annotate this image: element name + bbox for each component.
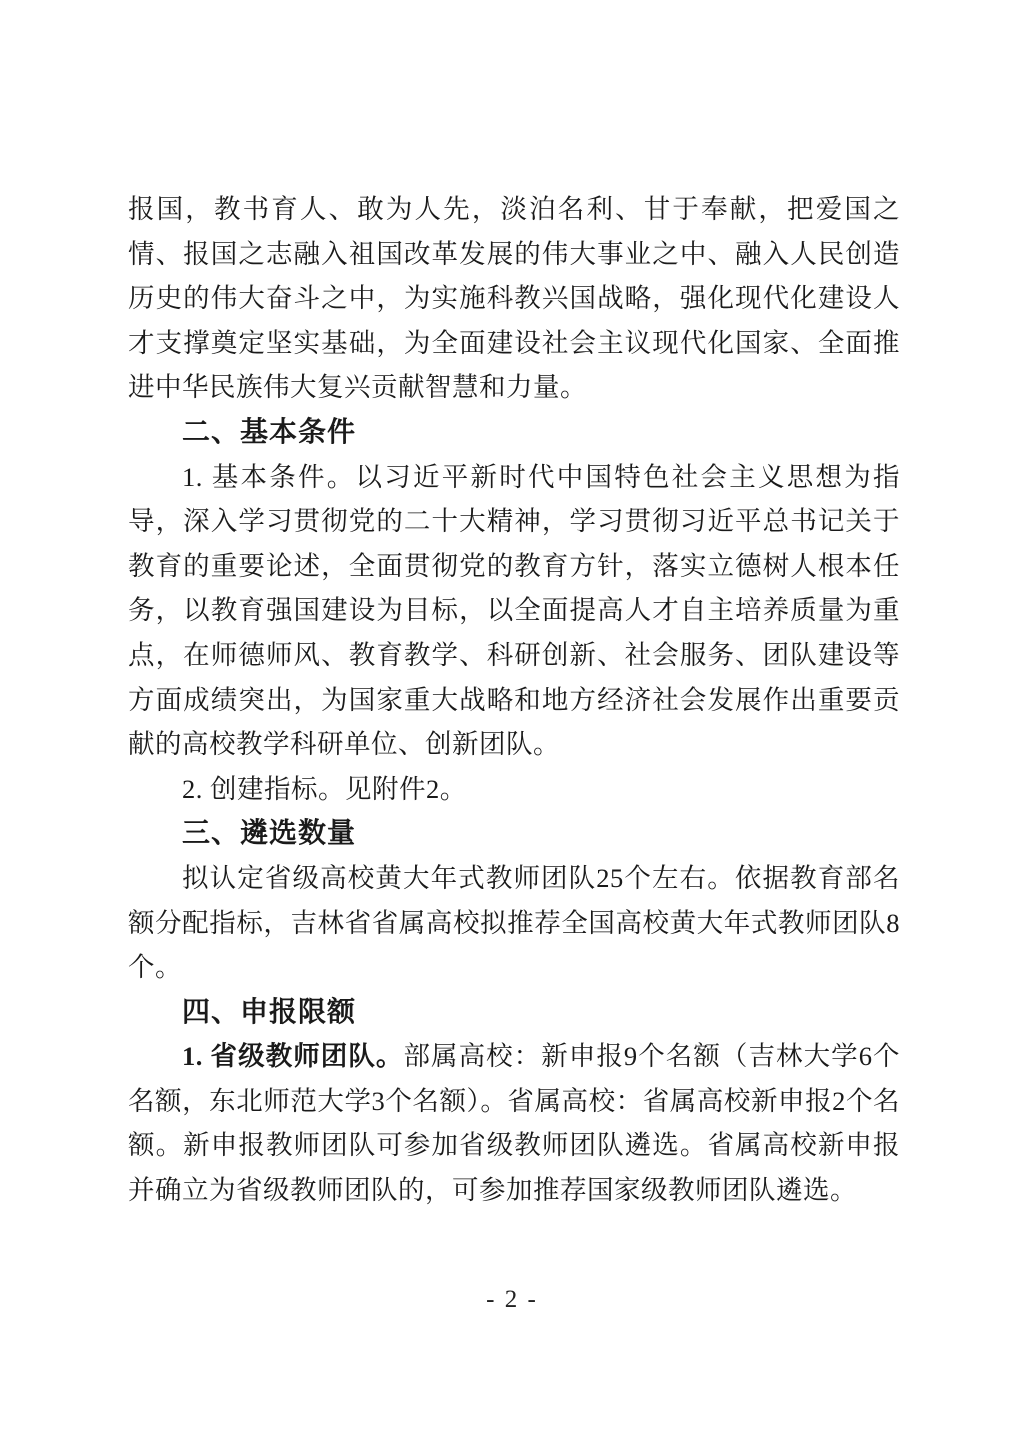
paragraph-basic-conditions: 1. 基本条件。以习近平新时代中国特色社会主义思想为指导，深入学习贯彻党的二十大精神，学习贯彻习近平总书记关于教育的重要论述，全面贯彻党的教育方针，落实立德树人根本任务，以教育强国建设为目标，以全面提高人才自主培养质量为重点，在师德师风、教育教学、科研创新、社会服务、团队建设等方面成绩突出，为国家重大战略和地方经济社会发展作出重要贡献的高校教学科研单位、创新团队。 — [128, 461, 900, 760]
section-heading-basic-conditions: 二、基本条件 — [182, 415, 357, 447]
paragraph-provincial-teams-lead: 1. 省级教师团队。 — [182, 1041, 404, 1072]
paragraph-provincial-teams — [128, 1034, 900, 1212]
paragraph-continuation: 报国，教书育人、敢为人先，淡泊名利、甘于奉献，把爱国之情、报国之志融入祖国改革发展的伟大事业之中、融入人民创造历史的伟大奋斗之中，为实施科教兴国战略，强化现代化建设人才支撑奠定坚实基础，为全面建设社会主议现代化国家、全面推进中华民族伟大复兴贡献智慧和力量。 — [128, 194, 900, 403]
section-heading-selection-quantity: 三、遴选数量 — [182, 817, 357, 849]
section-heading-application-quota: 四、申报限额 — [182, 995, 357, 1027]
page-number: - 2 - — [486, 1286, 538, 1313]
paragraph-creation-index: 2. 创建指标。见附件2。 — [182, 773, 467, 804]
document-body — [128, 187, 900, 1213]
paragraph-provincial-teams-text: 部属高校：新申报9个名额（吉林大学6个名额，东北师范大学3个名额）。省属高校：省属高校新申报2个名额。新申报教师团队可参加省级教师团队遴选。省属高校新申报并确立为省级教师团队的，可参加推荐国家级教师团队遴选。 — [128, 1041, 901, 1206]
paragraph-selection-quantity: 拟认定省级高校黄大年式教师团队25个左右。依据教育部名额分配指标，吉林省省属高校拟推荐全国高校黄大年式教师团队8个。 — [128, 862, 900, 983]
